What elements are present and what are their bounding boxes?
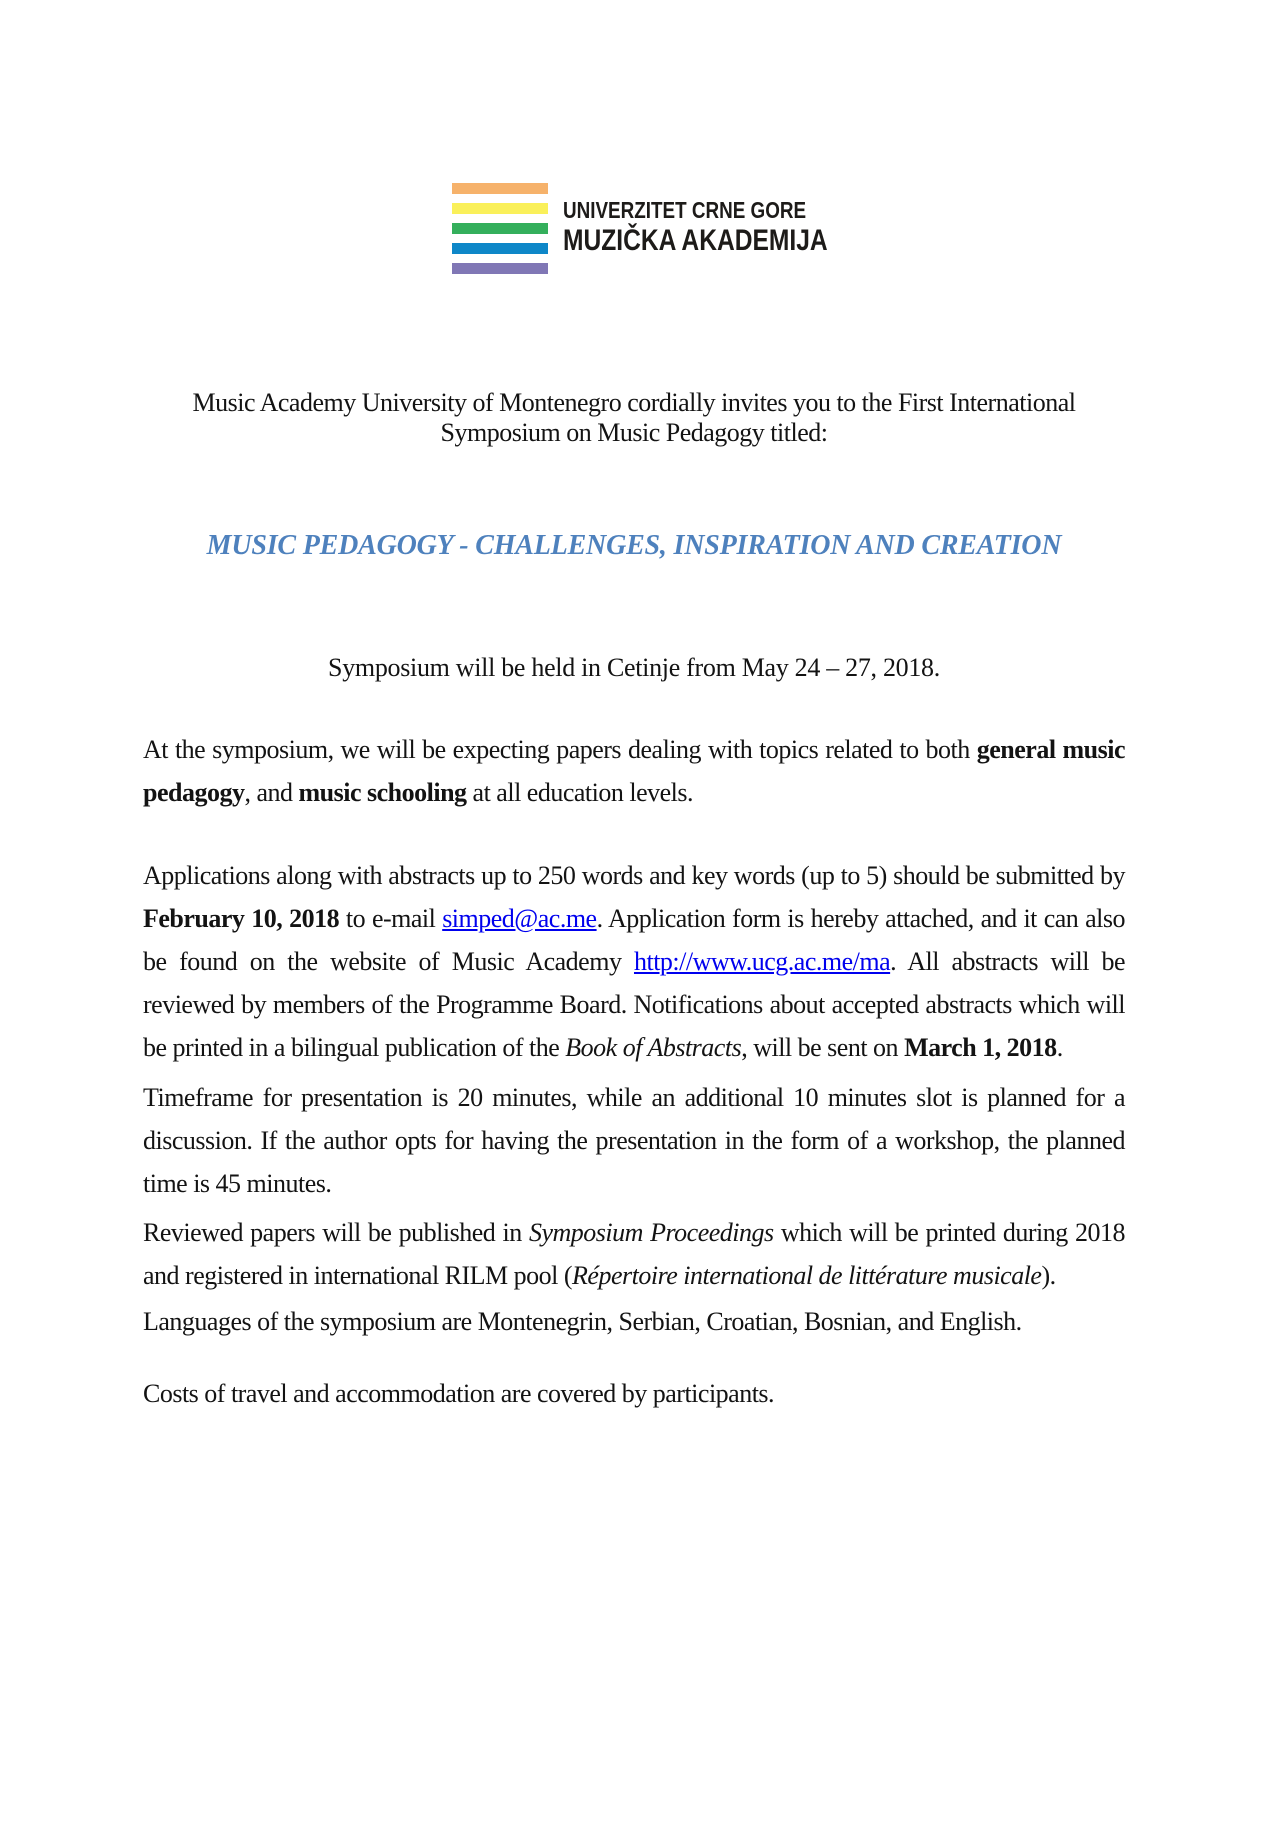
deadline-date: February 10, 2018 [143,904,340,933]
intro-paragraph: Music Academy University of Montenegro cordially invites you to the First International Symposium on Music Pedagogy titled: [192,388,1076,447]
logo-stripe-purple [452,263,548,274]
text-segment: . Application form is hereby attached, and it can also be found on the website of Music Academy [143,904,1125,976]
text-segment-bold: general music pedagogy [143,735,1125,807]
text-segment: to e-mail [339,904,443,933]
logo-text [563,197,828,257]
university-logo [452,183,1125,274]
text-segment: . [1056,1033,1063,1062]
text-segment: Costs of travel and accommodation are covered by participants. [143,1379,775,1408]
symposium-title: MUSIC PEDAGOGY - CHALLENGES, INSPIRATION AND CREATION [206,530,1062,561]
paragraph-costs [143,1372,1125,1415]
text-segment: which will be printed during 2018 and registered in international RILM pool ( [143,1218,1125,1290]
logo-stripe-blue [452,243,548,254]
text-segment: , and [244,778,299,807]
text-segment: Applications along with abstracts up to 250 words and key words (up to 5) should be submitted by [143,861,1125,890]
logo-stripes-icon [452,183,548,274]
venue-line: Symposium will be held in Cetinje from May 24 – 27, 2018. [328,653,940,682]
logo-university-name: UNIVERZITET CRNE GORE [563,197,807,223]
website-link[interactable]: http://www.ucg.ac.me/ma [633,947,891,976]
paragraph-topics [143,728,1125,814]
text-segment: at all education levels. [466,778,694,807]
logo-stripe-yellow [452,203,548,214]
paragraph-timeframe [143,1076,1125,1205]
text-segment: Timeframe for presentation is 20 minutes, while an additional 10 minutes slot is planned for a discussion. If the author opts for having the presentation in the form of a workshop, the planned time is 45 minutes. [143,1083,1125,1198]
logo-stripe-green [452,223,548,234]
text-segment-italic: Répertoire international de littérature musicale [572,1261,1042,1290]
logo-academy-name: MUZIČKA AKADEMIJA [563,224,828,257]
text-segment: At the symposium, we will be expecting papers dealing with topics related to both [143,735,977,764]
paragraph-languages [143,1300,1125,1343]
text-segment-italic: Symposium Proceedings [528,1218,774,1247]
text-segment-italic: Book of Abstracts [565,1033,742,1062]
text-segment-bold: music schooling [298,778,467,807]
text-segment: Languages of the symposium are Montenegrin, Serbian, Croatian, Bosnian, and English. [143,1307,1022,1336]
document-page [0,183,1275,1833]
text-segment: . All abstracts will be reviewed by members of the Programme Board. Notifications about accepted abstracts which will be printed in a bilingual publication of the [143,947,1125,1062]
text-segment: Reviewed papers will be published in [143,1218,529,1247]
paragraph-applications [143,854,1125,1069]
logo-stripe-orange [452,183,548,194]
paragraph-proceedings [143,1211,1125,1297]
notification-date: March 1, 2018 [904,1033,1057,1062]
email-link[interactable]: simped@ac.me [442,904,597,933]
text-segment: , will be sent on [741,1033,905,1062]
text-segment: ). [1041,1261,1056,1290]
